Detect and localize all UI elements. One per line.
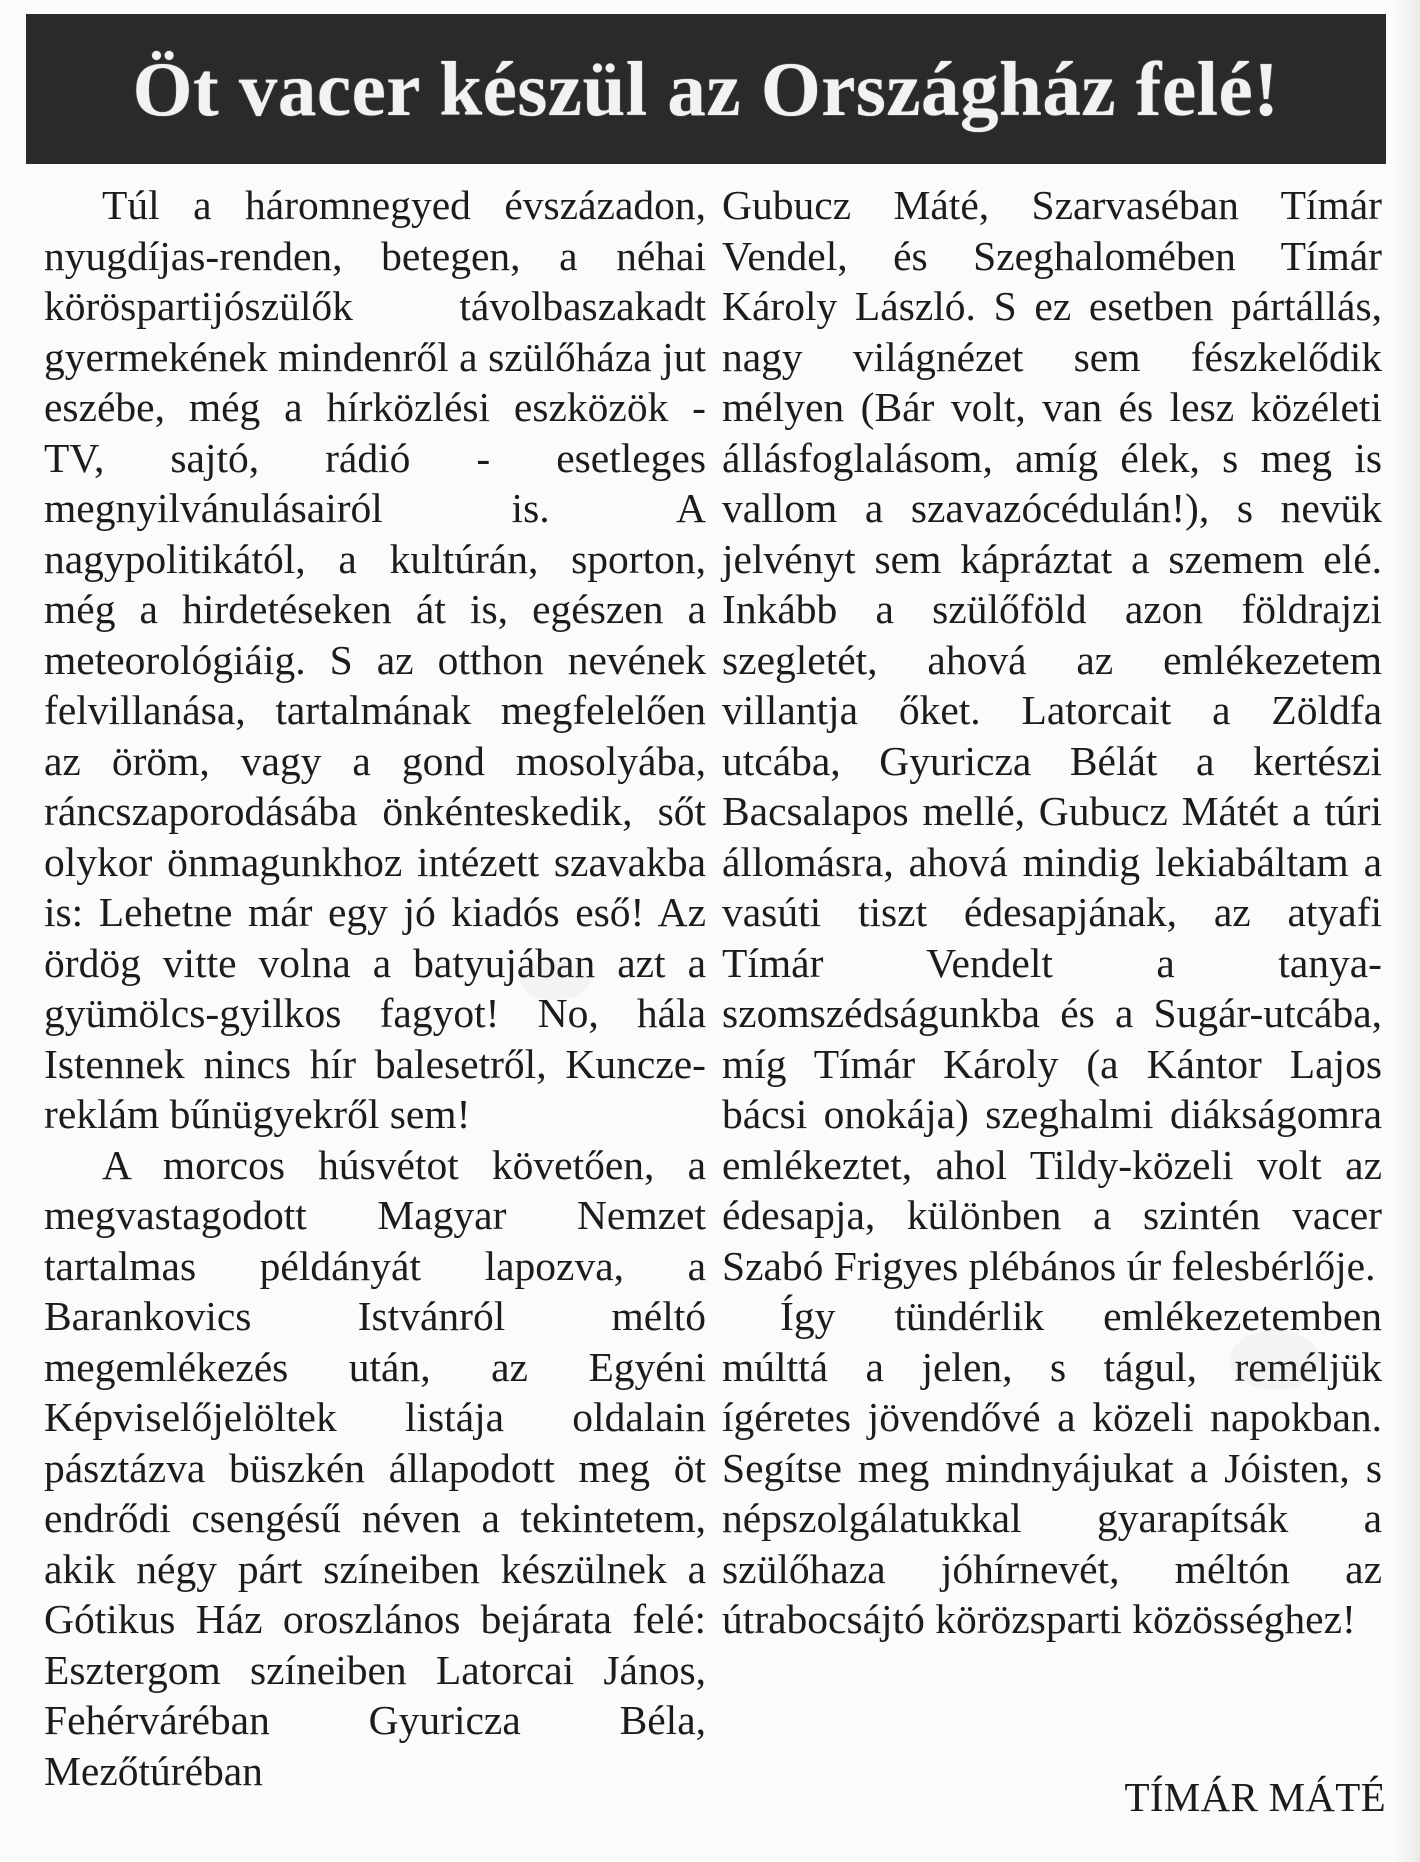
article-paragraph: Így tündérlik emlékezetemben múlttá a jelen, s tágul, reméljük ígéretes jövendővé a közeli napokban. Segítse meg mindnyájukat a Jóisten, s népszolgálatukkal gyarapítsák a szülőhaza jóhírnevét, méltón az útrabocsájtó körözsparti közösséghez! [722,1293,1382,1642]
headline-banner [26,14,1386,164]
article-paragraph: A morcos húsvétot követően, a megvastagodott Magyar Nemzet tartalmas példányát lapozva, a Barankovics Istvánról méltó megemlékezés után, az Egyéni Képviselőjelöltek listája oldalain pásztázva büszkén állapodott meg öt endrődi csengésű néven a tekintetem, akik négy párt színeiben készülnek a Gótikus Ház oroszlános bejárata felé: Esztergom színeiben Latorcai János, Fehérváréban Gyuricza Béla, Mezőtúréban [44,1141,706,1794]
scan-edge [1394,0,1420,1862]
article-headline: Öt vacer készül az Országház felé! [132,45,1280,132]
article-paragraph: Túl a háromnegyed évszázadon, nyugdíjas-renden, betegen, a néhai köröspartijószülők távolbaszakadt gyermekének mindenről a szülőháza jut eszébe, még a hírközlési eszközök - TV, sajtó, rádió - esetleges megnyilvánulásairól is. A nagypolitikától, a kultúrán, sporton, még a hirdetéseken át is, egészen a meteorológiáig. S az otthon nevének felvillanása, tartalmának megfelelően az öröm, vagy a gond mosolyába, ráncszaporodásába önkénteskedik, sőt olykor önmagunkhoz intézett szavakba is: Lehetne már egy jó kiadós eső! Az ördög vitte volna a batyujában azt a gyümölcs-gyilkos fagyot! No, hála Istennek nincs hír balesetről, Kuncze-reklám bűnügyekről sem! [44,182,706,1137]
author-byline: TÍMÁR MÁTÉ [1124,1774,1386,1820]
article-column-left [44,180,706,1796]
article-paragraph-continued: Gubucz Máté, Szarvaséban Tímár Vendel, és Szeghalomében Tímár Károly László. S ez esetben pártállás, nagy világnézet sem fészkelődik mélyen (Bár volt, van és lesz közéleti állásfoglalásom, amíg élek, s meg is vallom a szavazócédulán!), s nevük jelvényt sem kápráztat a szemem elé. Inkább a szülőföld azon földrajzi szegletét, ahová az emlékezetem villantja őket. Latorcait a Zöldfa utcába, Gyuricza Bélát a kertészi Bacsalapos mellé, Gubucz Mátét a túri állomásra, ahová mindig lekiabáltam a vasúti tiszt édesapjának, az atyafi Tímár Vendelt a tanya-szomszédságunkba és a Sugár-utcába, míg Tímár Károly (a Kántor Lajos bácsi onokája) szeghalmi diákságomra emlékeztet, ahol Tildy-közeli volt az édesapja, különben a szintén vacer Szabó Frigyes plébános úr felesbérlője. [722,182,1382,1289]
article-column-right [722,180,1382,1645]
